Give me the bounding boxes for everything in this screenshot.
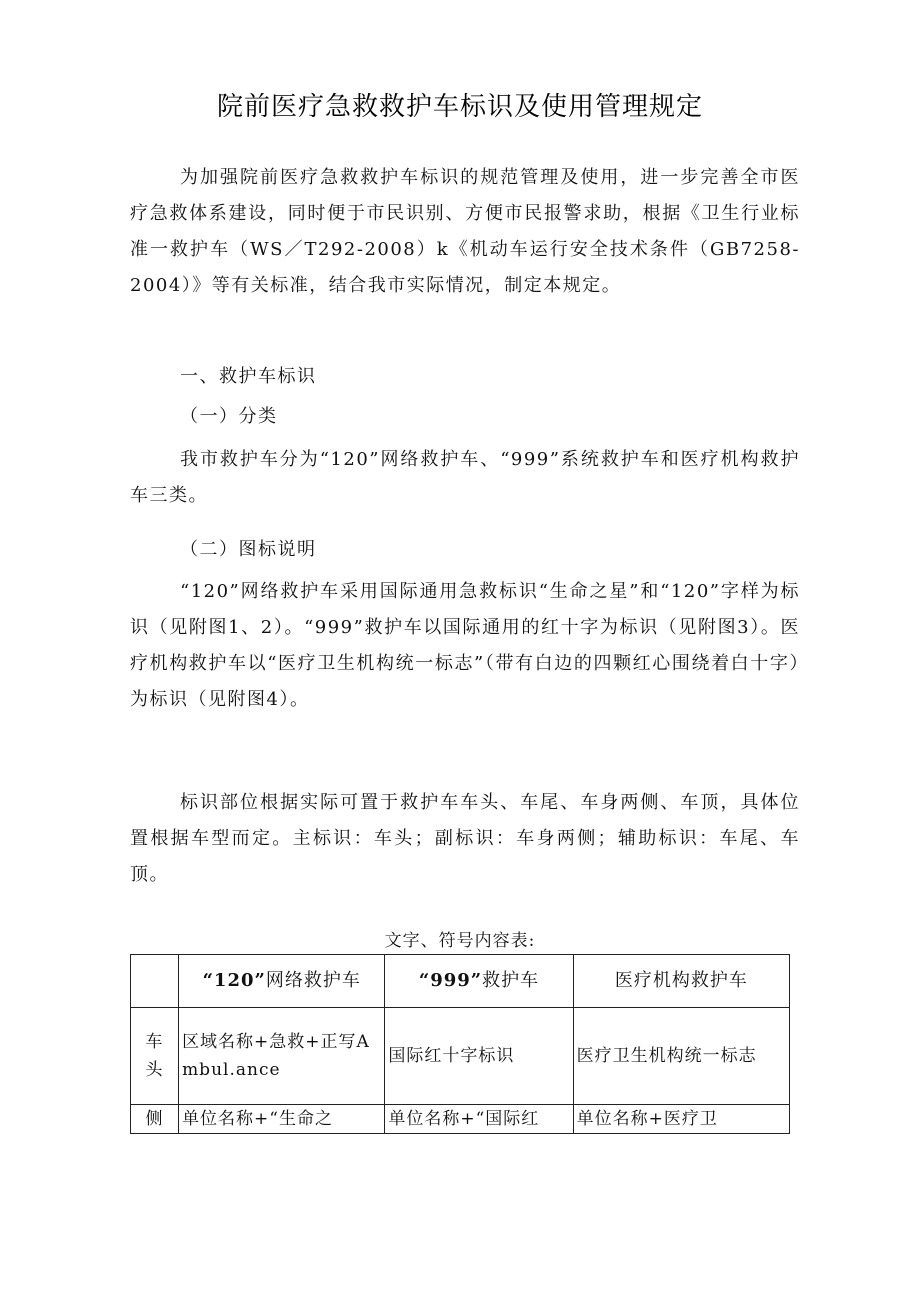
subsection-heading-icons: （二）图标说明 bbox=[180, 539, 317, 560]
table-row bbox=[131, 1105, 790, 1134]
subsection-heading-classification: （一）分类 bbox=[180, 406, 278, 427]
table-header-999 bbox=[385, 955, 573, 1008]
table-cell: 单位名称+医疗卫 bbox=[573, 1105, 789, 1134]
header-120-quoted: “120” bbox=[202, 970, 266, 991]
table-header-120 bbox=[179, 955, 385, 1008]
table-cell: 区域名称+急救+正写Ambul.ance bbox=[179, 1008, 385, 1105]
table-cell: 国际红十字标识 bbox=[385, 1008, 573, 1105]
classification-paragraph: 我市救护车分为“120”网络救护车、“999”系统救护车和医疗机构救护车三类。 bbox=[130, 449, 800, 506]
content-table bbox=[130, 954, 790, 1134]
section-heading: 一、救护车标识 bbox=[180, 366, 317, 387]
row-label-front-bottom: 头 bbox=[145, 1060, 164, 1080]
row-label-front-top: 车 bbox=[145, 1032, 164, 1052]
table-row bbox=[131, 1008, 790, 1105]
header-120-rest: 网络救护车 bbox=[265, 970, 361, 991]
table-header-row bbox=[131, 955, 790, 1008]
row-label-side: 侧 bbox=[131, 1105, 179, 1134]
table-caption: 文字、符号内容表: bbox=[384, 931, 536, 951]
icons-paragraph: “120”网络救护车采用国际通用急救标识“生命之星”和“120”字样为标识（见附图1、2）。“999”救护车以国际通用的红十字为标识（见附图3）。医疗机构救护车以“医疗卫生机构统一标志”（带有白边的四颗红心围绕着白十字）为标识（见附图4）。 bbox=[130, 581, 800, 710]
intro-paragraph: 为加强院前医疗急救救护车标识的规范管理及使用，进一步完善全市医疗急救体系建设，同时便于市民识别、方便市民报警求助，根据《卫生行业标准一救护车（WS／T292-2008）k《机动车运行安全技术条件（GB7258-2004）》等有关标准，结合我市实际情况，制定本规定。 bbox=[130, 167, 800, 296]
placement-paragraph: 标识部位根据实际可置于救护车车头、车尾、车身两侧、车顶，具体位置根据车型而定。主标识：车头；副标识：车身两侧；辅助标识：车尾、车顶。 bbox=[130, 792, 800, 885]
document-title: 院前医疗急救救护车标识及使用管理规定 bbox=[216, 92, 703, 122]
table-cell: 单位名称+“生命之 bbox=[179, 1105, 385, 1134]
table-cell: 单位名称+“国际红 bbox=[385, 1105, 573, 1134]
header-999-quoted: “999” bbox=[418, 970, 483, 991]
table-cell: 医疗卫生机构统一标志 bbox=[573, 1008, 789, 1105]
header-999-rest: 救护车 bbox=[482, 970, 540, 991]
table-header-empty bbox=[131, 955, 179, 1008]
table-header-medical: 医疗机构救护车 bbox=[573, 955, 789, 1008]
row-label-front bbox=[131, 1008, 179, 1105]
